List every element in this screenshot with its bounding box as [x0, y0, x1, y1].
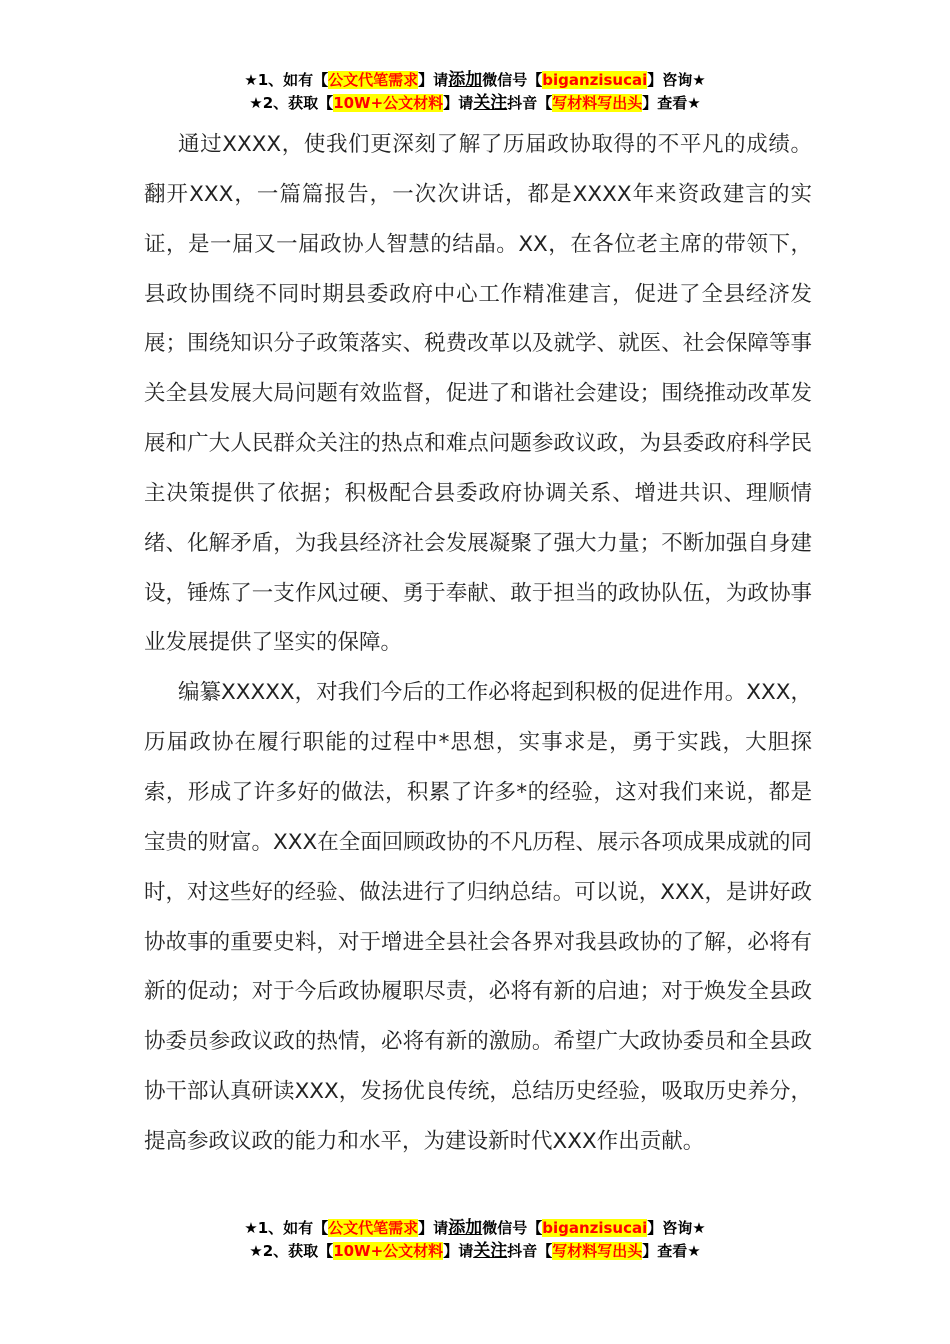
- footer-banner: [0, 1217, 950, 1263]
- banner-text: ★1、如有【: [244, 71, 329, 89]
- banner-text: 】查看★: [642, 1242, 701, 1260]
- banner-highlight: 10W+公文材料: [333, 94, 444, 112]
- banner-text: ★2、获取【: [249, 94, 334, 112]
- banner-text: 】咨询★: [647, 71, 706, 89]
- banner-highlight: 公文代笔需求: [328, 1219, 419, 1237]
- banner-text: 微信号【: [482, 71, 543, 89]
- banner-text: ★2、获取【: [249, 1242, 334, 1260]
- banner-text: 】查看★: [642, 94, 701, 112]
- banner-wechat-id: biganzisucai: [542, 71, 648, 89]
- banner-emphasis: 关注: [473, 1241, 508, 1261]
- banner-emphasis: 添加: [448, 1218, 483, 1238]
- paragraph-2: 编纂XXXXX，对我们今后的工作必将起到积极的促进作用。XXX，历届政协在履行职能的过程中*思想，实事求是，勇于实践，大胆探索，形成了许多好的做法，积累了许多*的经验，这对我们来说，都是宝贵的财富。XXX在全面回顾政协的不凡历程、展示各项成果成就的同时，对这些好的经验、做法进行了归纳总结。可以说，XXX，是讲好政协故事的重要史料，对于增进全县社会各界对我县政协的了解，必将有新的促动；对于今后政协履职尽责，必将有新的启迪；对于焕发全县政协委员参政议政的热情，必将有新的激励。希望广大政协委员和全县政协干部认真研读XXX，发扬优良传统，总结历史经验，吸取历史养分，提高参政议政的能力和水平，为建设新时代XXX作出贡献。: [144, 680, 812, 1154]
- banner-highlight: 公文代笔需求: [328, 71, 419, 89]
- banner-text: 】请: [443, 1242, 474, 1260]
- banner-line-1: [0, 69, 950, 92]
- banner-emphasis: 关注: [473, 93, 508, 113]
- banner-line-2: [0, 92, 950, 115]
- banner-line-1: [0, 1217, 950, 1240]
- document-body: [144, 120, 812, 1167]
- banner-text: 】请: [443, 94, 474, 112]
- banner-douyin-name: 写材料写出头: [552, 94, 643, 112]
- banner-text: 微信号【: [482, 1219, 543, 1237]
- banner-text: ★1、如有【: [244, 1219, 329, 1237]
- banner-highlight: 10W+公文材料: [333, 1242, 444, 1260]
- banner-emphasis: 添加: [448, 70, 483, 90]
- banner-text: 】请: [418, 1219, 449, 1237]
- header-banner: [0, 69, 950, 115]
- banner-wechat-id: biganzisucai: [542, 1219, 648, 1237]
- banner-line-2: [0, 1240, 950, 1263]
- banner-text: 】请: [418, 71, 449, 89]
- banner-douyin-name: 写材料写出头: [552, 1242, 643, 1260]
- banner-text: 抖音【: [507, 94, 553, 112]
- banner-text: 】咨询★: [647, 1219, 706, 1237]
- paragraph-1: 通过XXXX，使我们更深刻了解了历届政协取得的不平凡的成绩。翻开XXX，一篇篇报告，一次次讲话，都是XXXX年来资政建言的实证，是一届又一届政协人智慧的结晶。XX，在各位老主席的带领下，县政协围绕不同时期县委政府中心工作精准建言，促进了全县经济发展；围绕知识分子政策落实、税费改革以及就学、就医、社会保障等事关全县发展大局问题有效监督，促进了和谐社会建设；围绕推动改革发展和广大人民群众关注的热点和难点问题参政议政，为县委政府科学民主决策提供了依据；积极配合县委政府协调关系、增进共识、理顺情绪、化解矛盾，为我县经济社会发展凝聚了强大力量；不断加强自身建设，锤炼了一支作风过硬、勇于奉献、敢于担当的政协队伍，为政协事业发展提供了坚实的保障。: [144, 132, 812, 656]
- banner-text: 抖音【: [507, 1242, 553, 1260]
